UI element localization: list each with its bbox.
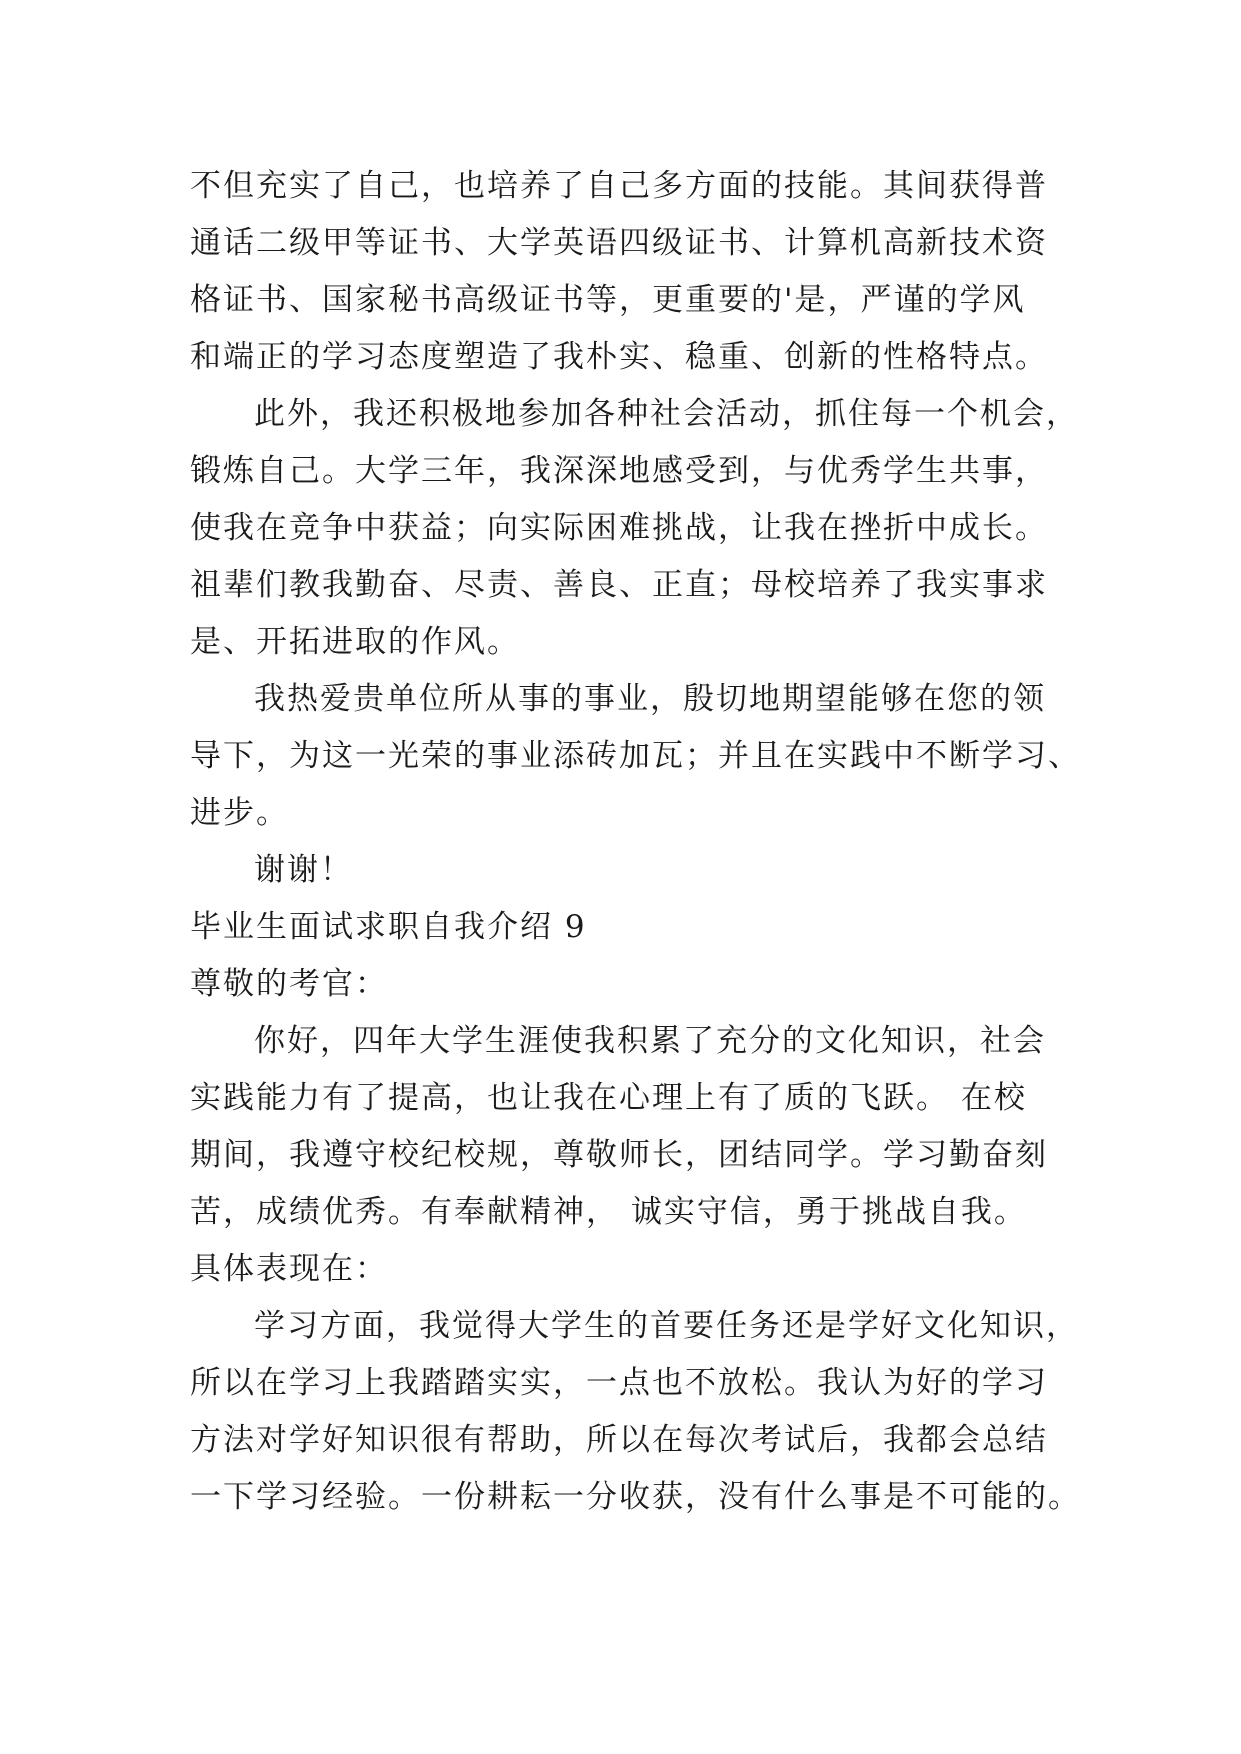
text-line: 一下学习经验。一份耕耘一分收获，没有什么事是不可能的。: [190, 1479, 1081, 1515]
paragraph-first-line: 此外，我还积极地参加各种社会活动，抓住每一个机会，: [254, 396, 1079, 432]
text-line: 是、开拓进取的作风。: [190, 624, 520, 660]
text-line: 和端正的学习态度塑造了我朴实、稳重、创新的性格特点。: [190, 339, 1048, 375]
text-line: 方法对学好知识很有帮助，所以在每次考试后，我都会总结: [190, 1422, 1048, 1458]
salutation: 尊敬的考官：: [190, 966, 388, 1002]
text-line: 锻炼自己。大学三年，我深深地感受到，与优秀学生共事，: [190, 453, 1048, 489]
closing-thanks: 谢谢！: [254, 852, 353, 888]
text-line: 导下，为这一光荣的事业添砖加瓦；并且在实践中不断学习、: [190, 738, 1081, 774]
text-line: 所以在学习上我踏踏实实，一点也不放松。我认为好的学习: [190, 1365, 1048, 1401]
document-body: [190, 158, 1081, 1526]
text-line: 苦，成绩优秀。有奉献精神， 诚实守信，勇于挑战自我。: [190, 1194, 1027, 1230]
text-line: 期间，我遵守校纪校规，尊敬师长，团结同学。学习勤奋刻: [190, 1137, 1048, 1173]
section-heading: 毕业生面试求职自我介绍 9: [190, 909, 587, 945]
text-line: 格证书、国家秘书高级证书等，更重要的'是，严谨的学风: [190, 282, 1026, 318]
text-line: 不但充实了自己，也培养了自己多方面的技能。其间获得普: [190, 168, 1048, 204]
paragraph-first-line: 你好，四年大学生涯使我积累了充分的文化知识，社会: [254, 1023, 1046, 1059]
text-line: 使我在竞争中获益；向实际困难挑战，让我在挫折中成长。: [190, 510, 1048, 546]
text-line: 祖辈们教我勤奋、尽责、善良、正直；母校培养了我实事求: [190, 567, 1048, 603]
text-line: 进步。: [190, 795, 289, 831]
paragraph-first-line: 学习方面，我觉得大学生的首要任务还是学好文化知识，: [254, 1308, 1079, 1344]
text-line: 通话二级甲等证书、大学英语四级证书、计算机高新技术资: [190, 225, 1048, 261]
paragraph-first-line: 我热爱贵单位所从事的事业，殷切地期望能够在您的领: [254, 681, 1046, 717]
text-line: 实践能力有了提高，也让我在心理上有了质的飞跃。 在校: [190, 1080, 1027, 1116]
text-line: 具体表现在：: [190, 1251, 388, 1287]
